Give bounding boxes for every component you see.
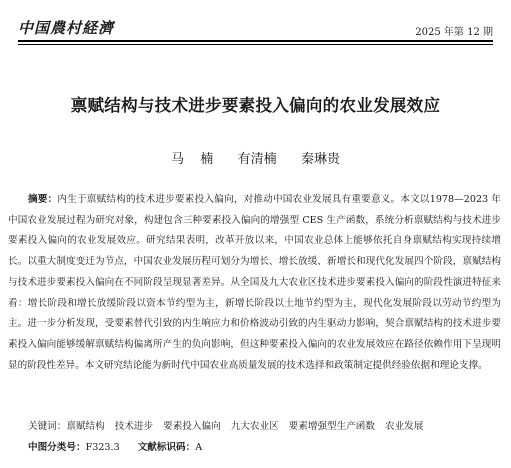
- header-rule-thin: [18, 44, 493, 45]
- keywords-label: 关键词：: [28, 421, 67, 432]
- journal-name: 中国農村経濟: [18, 19, 115, 37]
- keyword-item: 要素投入偏向: [163, 421, 221, 432]
- doc-code-value: A: [195, 442, 203, 453]
- issue-number: 2025 年第 12 期: [415, 27, 493, 38]
- article-authors: 马 楠 有清楠 秦琳贵: [170, 152, 341, 167]
- page-header: [18, 12, 493, 38]
- header-rule-thick: [18, 40, 493, 42]
- abstract: [8, 190, 501, 376]
- abstract-label: 摘要：: [28, 194, 58, 205]
- classification-line: [28, 438, 202, 458]
- clc-value: F323.3: [85, 442, 120, 453]
- keyword-item: 要素增强型生产函数: [288, 421, 375, 432]
- keyword-item: 九大农业区: [230, 421, 279, 432]
- keyword-item: 禀赋结构: [66, 421, 105, 432]
- keyword-item: 农业发展: [385, 421, 424, 432]
- article-title: 禀赋结构与技术进步要素投入偏向的农业发展效应: [70, 96, 441, 115]
- clc-label: 中图分类号：: [28, 442, 86, 453]
- keywords: [28, 417, 501, 437]
- keyword-item: 技术进步: [114, 421, 154, 432]
- abstract-text: 内生于禀赋结构的技术进步要素投入偏向，对推动中国农业发展具有重要意义。本文以1978—2023 年中国农业发展过程为研究对象，构建包含三种要素投入偏向的增强型 CES 生产函数，系统分析禀赋结构与技术进步要素投入偏向的农业发展效应。研究结果表明，改革开放以来，中国农业总体上能够依托自身禀赋结构实现持续增长。以重大制度变迁为节点，中国农业发展历程可划分为增长、增长放缓、新增长和现代化发展四个阶段，禀赋结构与技术进步要素投入偏向在不同阶段呈现显著差异。从全国及九大农业区技术进步要素投入偏向的阶段性演进特征来看：增长阶段和增长放缓阶段以资本节约型为主，新增长阶段以土地节约型为主，现代化发展阶段以劳动节约型为主。进一步分析发现，受要素替代引致的内生响应力和价格波动引致的内生驱动力影响，契合禀赋结构的技术进步要素投入偏向能够缓解禀赋结构偏离所产生的负向影响，但这种要素投入偏向的农业发展效应在路径依赖作用下呈现明显的阶段性差异。本文研究结论能为新时代中国农业高质量发展的技术选择和政策制定提供经验依据和理论支撑。: [8, 194, 502, 371]
- doc-code-label: 文献标识码：: [137, 442, 196, 453]
